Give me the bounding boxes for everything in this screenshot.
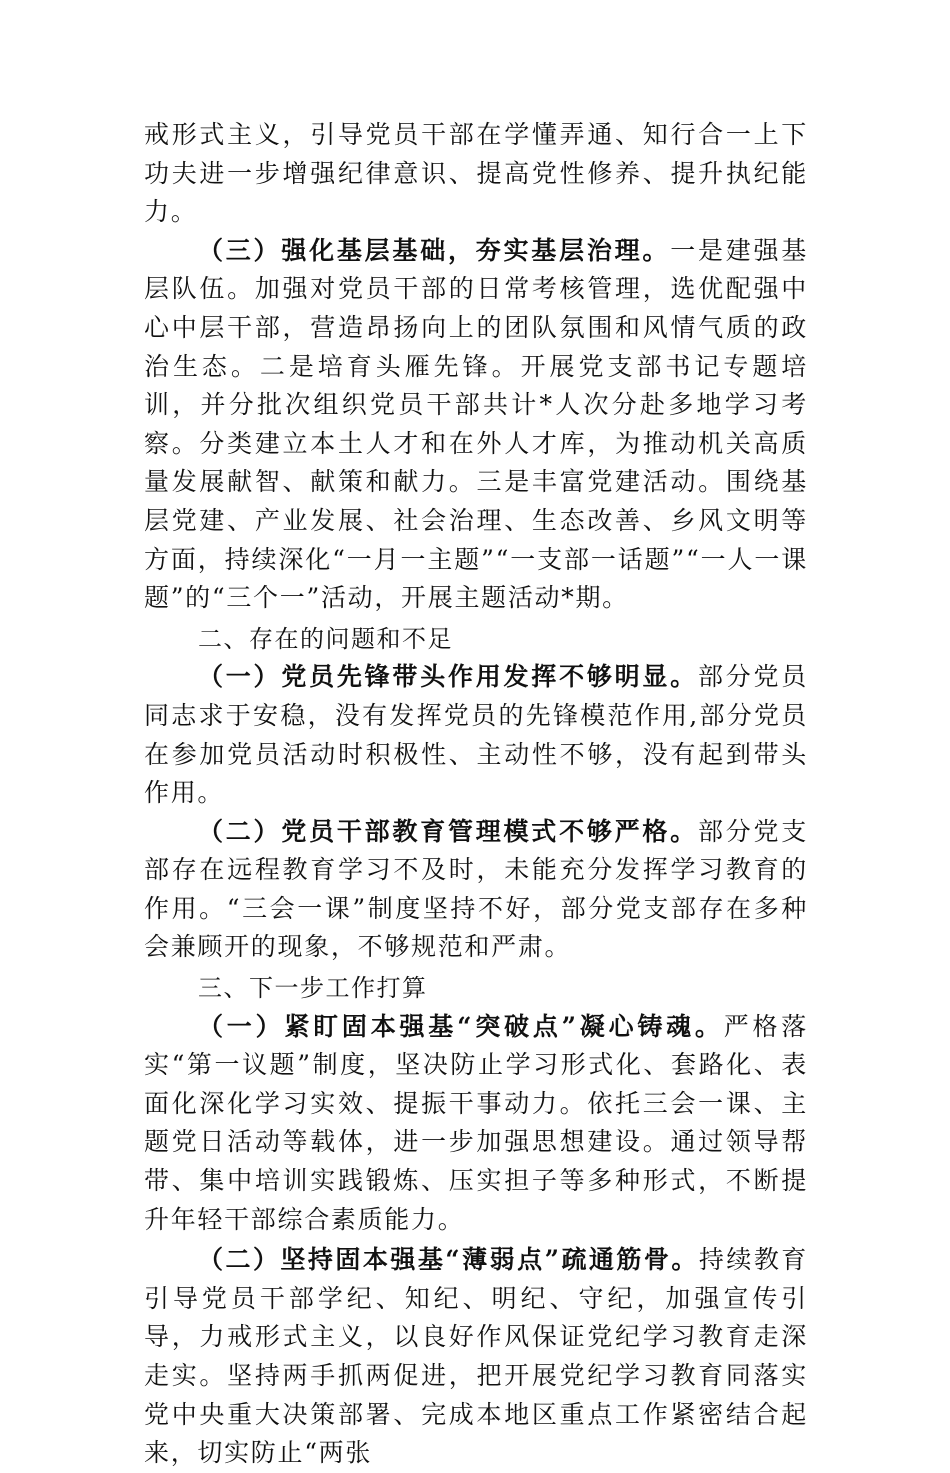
paragraph-text: 部分党员同志求于安稳，没有发挥党员的先锋模范作用,部分党员在参加党员活动时积极性、主动性不够，没有起到带头作用。 [144, 662, 808, 808]
paragraph-problem-2 [144, 813, 808, 967]
paragraph-lead: （一）党员先锋带头作用发挥不够明显。 [198, 662, 698, 692]
paragraph-problem-1 [144, 658, 808, 812]
paragraph-lead: （一）紧盯固本强基“突破点”凝心铸魂。 [198, 1011, 724, 1041]
paragraph-lead: （二）党员干部教育管理模式不够严格。 [198, 816, 698, 846]
paragraph-plan-1 [144, 1008, 808, 1240]
paragraph-grassroots [144, 232, 808, 618]
section-heading-next-steps: 三、下一步工作打算 [198, 974, 428, 1003]
paragraph-continuation: 戒形式主义，引导党员干部在学懂弄通、知行合一上下功夫进一步增强纪律意识、提高党性修养、提升执纪能力。 [144, 120, 808, 227]
paragraph-text: 持续教育引导党员干部学纪、知纪、明纪、守纪，加强宣传引导，力戒形式主义，以良好作风保证党纪学习教育走深走实。坚持两手抓两促进，把开展党纪学习教育同落实党中央重大决策部署、完成本地区重点工作紧密结合起来，切实防止“两张 [144, 1245, 808, 1468]
paragraph-lead: （三）强化基层基础，夯实基层治理。 [198, 235, 671, 265]
section-heading-problems: 二、存在的问题和不足 [198, 624, 453, 653]
paragraph-text: 严格落实“第一议题”制度，坚决防止学习形式化、套路化、表面化深化学习实效、提振干事动力。依托三会一课、主题党日活动等载体，进一步加强思想建设。通过领导帮带、集中培训实践锻炼、压实担子等多种形式，不断提升年轻干部综合素质能力。 [144, 1011, 808, 1234]
document-body [144, 116, 808, 1473]
paragraph-text: 部分党支部存在远程教育学习不及时，未能充分发挥学习教育的作用。“三会一课”制度坚持不好，部分党支部存在多种会兼顾开的现象，不够规范和严肃。 [144, 816, 808, 962]
paragraph-plan-2 [144, 1241, 808, 1473]
paragraph-lead: （二）坚持固本强基“薄弱点”疏通筋骨。 [198, 1245, 699, 1275]
paragraph-text: 一是建强基层队伍。加强对党员干部的日常考核管理，选优配强中心中层干部，营造昂扬向上的团队氛围和风情气质的政治生态。二是培育头雁先锋。开展党支部书记专题培训，并分批次组织党员干部共计*人次分赴多地学习考察。分类建立本土人才和在外人才库，为推动机关高质量发展献智、献策和献力。三是丰富党建活动。围绕基层党建、产业发展、社会治理、生态改善、乡风文明等方面，持续深化“一月一主题”“一支部一话题”“一人一课题”的“三个一”活动，开展主题活动*期。 [144, 235, 808, 613]
